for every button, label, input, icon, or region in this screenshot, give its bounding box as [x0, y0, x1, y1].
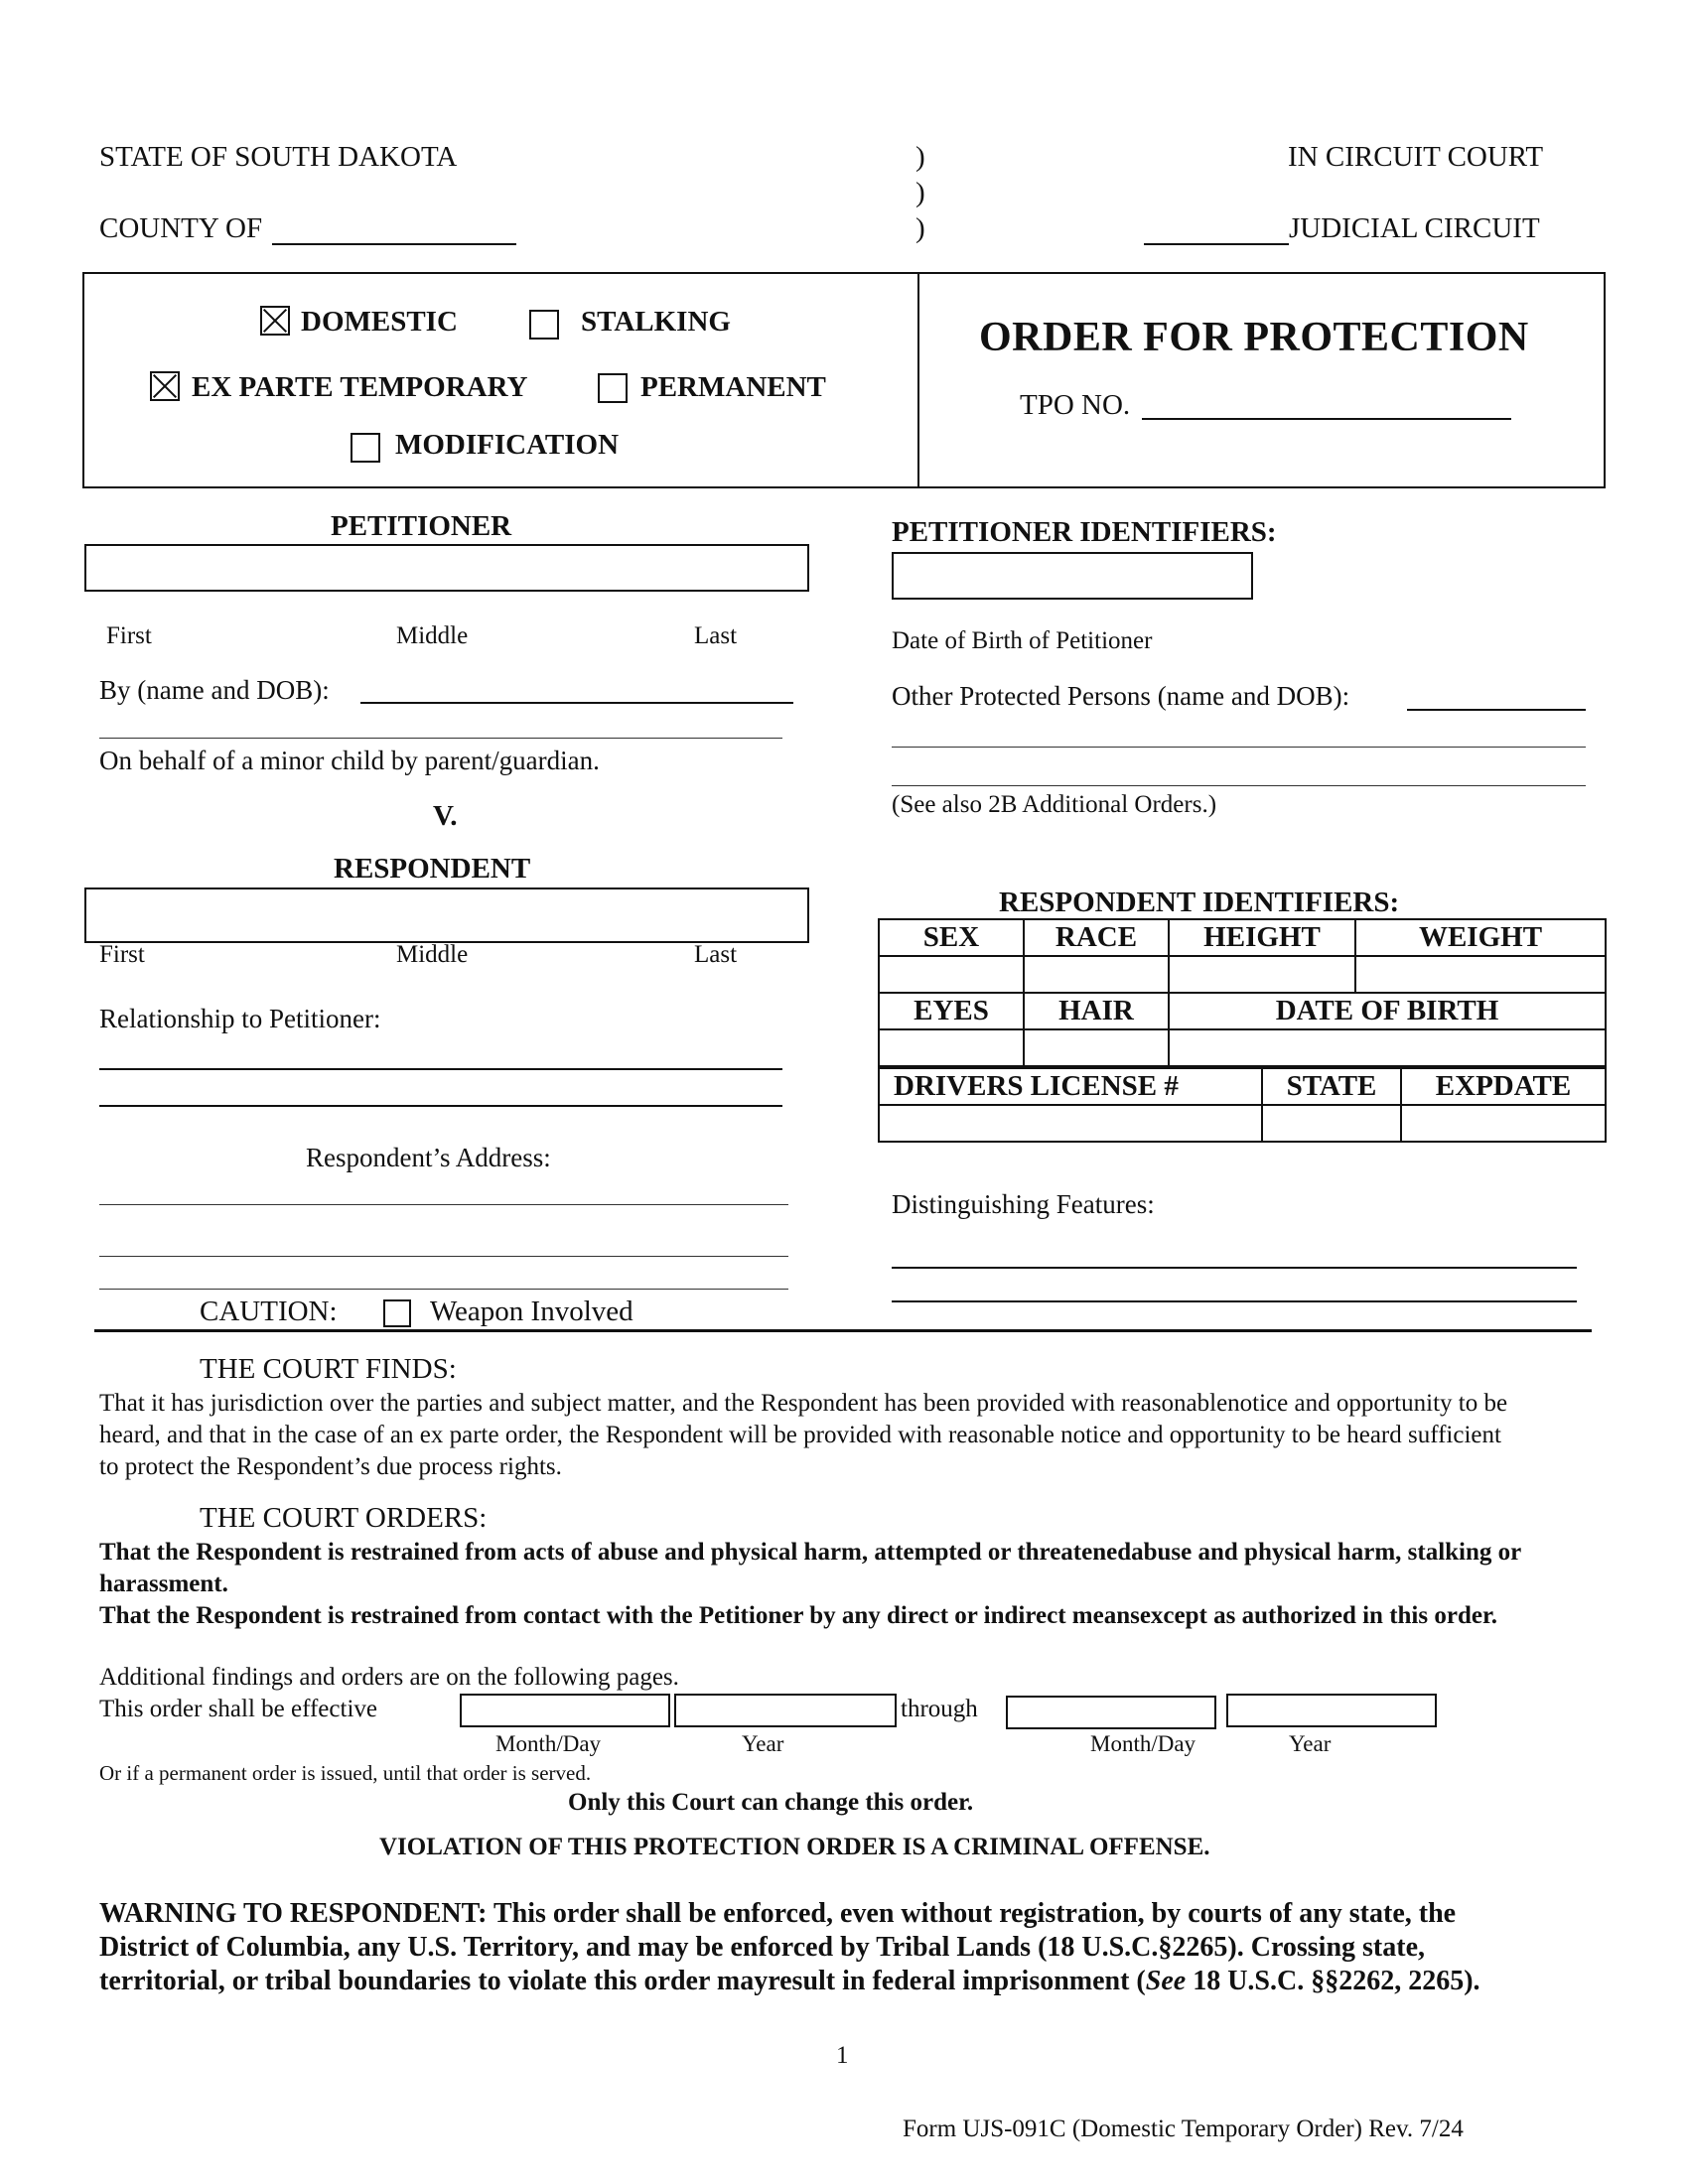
versus: V. — [433, 800, 458, 832]
modification-label: MODIFICATION — [395, 429, 620, 461]
petitioner-middle-caption: Middle — [396, 622, 469, 649]
end-month-day-input[interactable] — [1006, 1696, 1216, 1729]
additional-findings-note: Additional findings and orders are on the following pages. — [99, 1664, 679, 1691]
address-blank-1[interactable] — [99, 1204, 788, 1205]
petitioner-dob-caption: Date of Birth of Petitioner — [892, 627, 1153, 654]
start-year-caption: Year — [742, 1731, 784, 1756]
expdate-header: EXPDATE — [1401, 1068, 1606, 1105]
sex-header: SEX — [879, 919, 1024, 956]
circuit-number-blank[interactable] — [1144, 243, 1289, 245]
violation-notice: VIOLATION OF THIS PROTECTION ORDER IS A CRIMINAL OFFENSE. — [379, 1834, 1210, 1860]
form-id: Form UJS-091C (Domestic Temporary Order) Rev. 7/24 — [903, 2116, 1464, 2142]
petitioner-last-caption: Last — [694, 622, 738, 649]
ex-parte-label: EX PARTE TEMPORARY — [192, 371, 528, 403]
respondent-name-input[interactable] — [84, 887, 809, 943]
dob-cell[interactable] — [1169, 1029, 1606, 1066]
respondent-identifiers-heading: RESPONDENT IDENTIFIERS: — [999, 887, 1400, 918]
through-label: through — [901, 1696, 978, 1722]
court-finds-heading: THE COURT FINDS: — [200, 1353, 457, 1385]
drivers-license-cell[interactable] — [879, 1105, 1262, 1142]
petitioner-heading: PETITIONER — [331, 510, 512, 542]
warning-line-3 — [99, 1966, 1480, 1997]
stalking-label: STALKING — [581, 306, 731, 338]
by-name-dob-label: By (name and DOB): — [99, 675, 330, 705]
warning-line-1: WARNING TO RESPONDENT: This order shall be enforced, even without registration, by courts of any state, the — [99, 1898, 1457, 1929]
dob-header: DATE OF BIRTH — [1169, 993, 1606, 1029]
eyes-cell[interactable] — [879, 1029, 1024, 1066]
relationship-blank-1[interactable] — [99, 1068, 782, 1070]
order-title: ORDER FOR PROTECTION — [979, 315, 1529, 360]
address-blank-2[interactable] — [99, 1256, 788, 1257]
effective-label: This order shall be effective — [99, 1696, 377, 1722]
start-month-day-caption: Month/Day — [495, 1731, 602, 1756]
modification-checkbox[interactable] — [351, 433, 380, 463]
domestic-label: DOMESTIC — [301, 306, 458, 338]
court-caption: IN CIRCUIT COURT — [1288, 141, 1544, 173]
warning-line-3-cite: 18 U.S.C. §§2262, 2265). — [1186, 1966, 1480, 1996]
county-blank[interactable] — [272, 243, 516, 245]
court-orders-heading: THE COURT ORDERS: — [200, 1502, 488, 1534]
sex-cell[interactable] — [879, 956, 1024, 993]
state-caption: STATE OF SOUTH DAKOTA — [99, 141, 458, 173]
tpo-label: TPO NO. — [1020, 389, 1131, 421]
permanent-label: PERMANENT — [640, 371, 826, 403]
relationship-blank-2[interactable] — [99, 1105, 782, 1107]
height-header: HEIGHT — [1169, 919, 1355, 956]
stalking-checkbox[interactable] — [529, 310, 559, 340]
tpo-number-blank[interactable] — [1142, 418, 1511, 420]
end-year-input[interactable] — [1226, 1694, 1437, 1727]
end-month-day-caption: Month/Day — [1090, 1731, 1196, 1756]
relationship-label: Relationship to Petitioner: — [99, 1004, 381, 1033]
by-name-dob-blank[interactable] — [360, 702, 793, 704]
license-state-cell[interactable] — [1262, 1105, 1401, 1142]
race-cell[interactable] — [1024, 956, 1169, 993]
section-divider — [94, 1329, 1592, 1332]
weight-header: WEIGHT — [1355, 919, 1606, 956]
by-name-dob-blank-2[interactable] — [99, 738, 782, 739]
permanent-checkbox[interactable] — [598, 373, 628, 403]
paren-1: ) — [915, 141, 925, 173]
weapon-checkbox[interactable] — [383, 1299, 411, 1327]
court-finds-text: That it has jurisdiction over the parties and subject matter, and the Respondent has been provided with reasonablenotice and opportunity to be heard, and that in the case of an ex parte order, the Respondent will be provided with reasonable notice and opportunity to be heard sufficient to protect the Respondent’s due process rights. — [99, 1390, 1508, 1480]
height-cell[interactable] — [1169, 956, 1355, 993]
features-blank-1[interactable] — [892, 1267, 1577, 1269]
drivers-license-header: DRIVERS LICENSE # — [879, 1068, 1262, 1105]
petitioner-dob-input[interactable] — [892, 552, 1253, 600]
start-year-input[interactable] — [674, 1694, 897, 1727]
other-protected-label: Other Protected Persons (name and DOB): — [892, 681, 1350, 711]
other-protected-blank-2[interactable] — [892, 747, 1586, 748]
distinguishing-features-label: Distinguishing Features: — [892, 1189, 1155, 1219]
weapon-label: Weapon Involved — [430, 1296, 633, 1327]
respondent-identifiers-table-1 — [878, 918, 1607, 1067]
race-header: RACE — [1024, 919, 1169, 956]
other-protected-blank-3[interactable] — [892, 785, 1586, 786]
petitioner-first-caption: First — [106, 622, 152, 649]
page-number: 1 — [836, 2042, 849, 2069]
end-year-caption: Year — [1289, 1731, 1332, 1756]
address-label: Respondent’s Address: — [306, 1143, 551, 1172]
hair-header: HAIR — [1024, 993, 1169, 1029]
respondent-first-caption: First — [99, 941, 145, 968]
features-blank-2[interactable] — [892, 1300, 1577, 1302]
respondent-identifiers-table-2 — [878, 1067, 1607, 1143]
only-court-note: Only this Court can change this order. — [568, 1789, 974, 1816]
paren-3: ) — [915, 212, 925, 244]
hair-cell[interactable] — [1024, 1029, 1169, 1066]
order-box-divider — [917, 272, 919, 488]
address-blank-3[interactable] — [99, 1289, 788, 1290]
permanent-note: Or if a permanent order is issued, until that order is served. — [99, 1761, 592, 1785]
respondent-middle-caption: Middle — [396, 941, 469, 968]
petitioner-name-input[interactable] — [84, 544, 809, 592]
state-header: STATE — [1262, 1068, 1401, 1105]
warning-line-2: District of Columbia, any U.S. Territory, and may be enforced by Tribal Lands (18 U.S.C.§2265). Crossing state, — [99, 1932, 1425, 1963]
on-behalf-text: On behalf of a minor child by parent/guardian. — [99, 746, 600, 775]
other-protected-blank-1[interactable] — [1407, 709, 1586, 711]
restrain-abuse-order: That the Respondent is restrained from acts of abuse and physical harm, attempted or threatenedabuse and physical harm, stalking or harassment. — [99, 1539, 1521, 1597]
warning-see: See — [1145, 1966, 1187, 1996]
county-label: COUNTY OF — [99, 212, 263, 244]
petitioner-identifiers-heading: PETITIONER IDENTIFIERS: — [892, 516, 1277, 548]
respondent-last-caption: Last — [694, 941, 738, 968]
eyes-header: EYES — [879, 993, 1024, 1029]
expdate-cell[interactable] — [1401, 1105, 1606, 1142]
warning-line-3-text: territorial, or tribal boundaries to violate this order mayresult in federal imprisonment ( — [99, 1966, 1146, 1996]
paren-2: ) — [915, 177, 925, 208]
respondent-heading: RESPONDENT — [334, 853, 531, 885]
caution-label: CAUTION: — [200, 1296, 338, 1327]
circuit-caption: JUDICIAL CIRCUIT — [1289, 212, 1540, 244]
ex-parte-checkbox[interactable] — [150, 371, 180, 401]
see-also-note: (See also 2B Additional Orders.) — [892, 791, 1217, 818]
restrain-contact-order: That the Respondent is restrained from contact with the Petitioner by any direct or indirect meansexcept as authorized in this order. — [99, 1602, 1498, 1629]
weight-cell[interactable] — [1355, 956, 1606, 993]
start-month-day-input[interactable] — [460, 1694, 670, 1727]
domestic-checkbox[interactable] — [260, 306, 290, 336]
